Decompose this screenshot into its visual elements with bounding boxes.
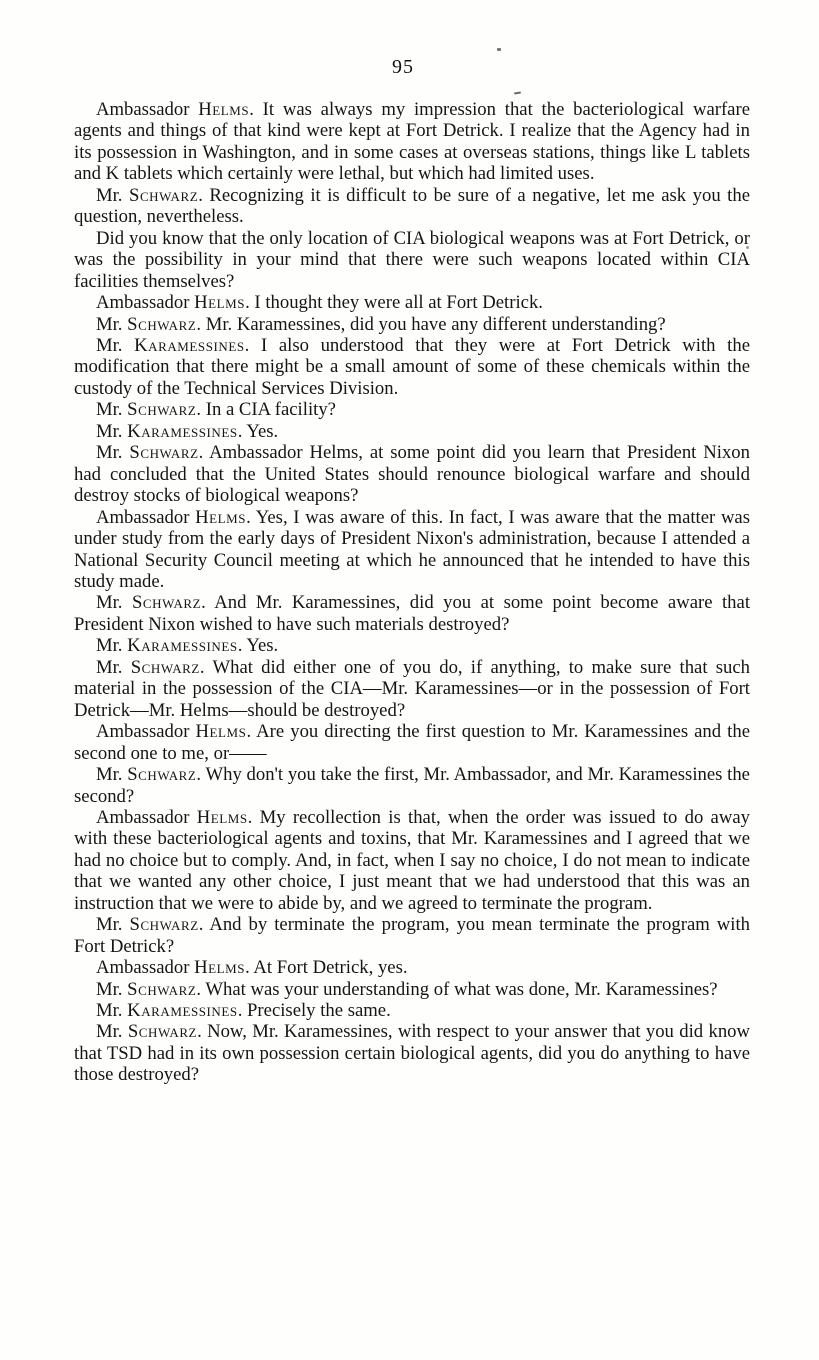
speaker-name: Helms bbox=[196, 806, 248, 828]
speaker-name: Schwarz bbox=[131, 592, 202, 614]
transcript-paragraph: Mr. Schwarz. Mr. Karamessines, did you have any different understanding? bbox=[96, 313, 666, 335]
transcript-paragraph: Mr. Schwarz. Now, Mr. Karamessines, with respect to your answer that you did know that TSD had in its own possession certain biological agents, did you do anything to have those destroyed? bbox=[74, 1021, 750, 1086]
page-number: 95 bbox=[392, 56, 414, 78]
speaker-name: Schwarz bbox=[127, 313, 197, 335]
transcript-paragraph: Ambassador Helms. It was always my impression that the bacteriological warfare agents and things of that kind were kept at Fort Detrick. I realize that the Agency had in its possession in Washington, and in some cases at overseas stations, things like L tablets and K tablets which certainly were lethal, but which had limited uses. bbox=[74, 99, 750, 185]
speaker-name: Helms bbox=[194, 957, 246, 979]
speaker-name: Helms bbox=[195, 506, 247, 528]
transcript-paragraph: Mr. Karamessines. I also understood that they were at Fort Detrick with the modification that there might be a small amount of some of these chemicals within the custody of the Technical Services Division. bbox=[74, 334, 750, 399]
transcript-paragraph: Did you know that the only location of CIA biological weapons was at Fort Detrick, or was the possibility in your mind that there were such weapons located within CIA facilities themselves? bbox=[74, 227, 750, 292]
transcript-paragraph: Mr. Karamessines. Precisely the same. bbox=[96, 1000, 391, 1022]
speaker-name: Schwarz bbox=[127, 764, 197, 786]
transcript-paragraph: Mr. Schwarz. And by terminate the program, you mean terminate the program with Fort Detrick? bbox=[74, 914, 750, 957]
transcript-paragraph: Mr. Schwarz. What was your understanding of what was done, Mr. Karamessines? bbox=[96, 978, 718, 1000]
speaker-name: Helms bbox=[198, 99, 250, 120]
hearing-transcript bbox=[74, 99, 750, 1086]
speaker-name: Schwarz bbox=[127, 1021, 198, 1043]
speaker-name: Karamessines bbox=[127, 635, 238, 657]
transcript-paragraph: Ambassador Helms. Yes, I was aware of this. In fact, I was aware that the matter was under study from the early days of President Nixon's administration, because I attended a National Security Council meeting at which he announced that he intended to have this study made. bbox=[74, 506, 751, 592]
scan-speck bbox=[514, 92, 521, 95]
speaker-name: Karamessines bbox=[134, 334, 245, 356]
transcript-paragraph: Mr. Karamessines. Yes. bbox=[96, 420, 279, 442]
transcript-paragraph: Mr. Schwarz. Why don't you take the first, Mr. Ambassador, and Mr. Karamessines the second? bbox=[74, 764, 750, 807]
transcript-paragraph: Mr. Karamessines. Yes. bbox=[96, 635, 279, 657]
speaker-name: Schwarz bbox=[127, 978, 197, 1000]
transcript-paragraph: Mr. Schwarz. Ambassador Helms, at some point did you learn that President Nixon had concluded that the United States should renounce biological warfare and should destroy stocks of biological weapons? bbox=[74, 442, 750, 507]
transcript-paragraph: Mr. Schwarz. What did either one of you do, if anything, to make sure that such material in the possession of the CIA—Mr. Karamessines—or in the possession of Fort Detrick—Mr. Helms—should be destroyed? bbox=[74, 656, 750, 721]
transcript-paragraph: Mr. Schwarz. And Mr. Karamessines, did you at some point become aware that President Nixon wished to have such materials destroyed? bbox=[74, 592, 751, 635]
transcript-paragraph: Ambassador Helms. At Fort Detrick, yes. bbox=[96, 957, 408, 979]
scan-speck bbox=[497, 48, 501, 51]
speaker-name: Schwarz bbox=[129, 442, 199, 464]
speaker-name: Karamessines bbox=[127, 1000, 238, 1022]
transcript-paragraph: Ambassador Helms. I thought they were all at Fort Detrick. bbox=[96, 292, 543, 314]
speaker-name: Schwarz bbox=[127, 399, 197, 421]
transcript-paragraph: Mr. Schwarz. Recognizing it is difficult to be sure of a negative, let me ask you the question, nevertheless. bbox=[74, 184, 750, 228]
speaker-name: Helms bbox=[195, 721, 247, 743]
speaker-name: Helms bbox=[194, 292, 246, 314]
speaker-name: Schwarz bbox=[130, 656, 200, 678]
speaker-name: Schwarz bbox=[129, 914, 199, 936]
transcript-paragraph: Ambassador Helms. Are you directing the first question to Mr. Karamessines and the second one to me, or—— bbox=[74, 721, 751, 764]
speaker-name: Schwarz bbox=[128, 184, 199, 206]
speaker-name: Karamessines bbox=[127, 420, 238, 442]
transcript-paragraph: Mr. Schwarz. In a CIA facility? bbox=[96, 399, 336, 421]
transcript-paragraph: Ambassador Helms. My recollection is that, when the order was issued to do away with these bacteriological agents and toxins, that Mr. Karamessines and I agreed that we had no choice but to comply. And, in fact, when I say no choice, I do not mean to indicate that we wanted any other choice, I just meant that we had understood that this was an instruction that we were to abide by, and we agreed to terminate the program. bbox=[74, 806, 750, 914]
